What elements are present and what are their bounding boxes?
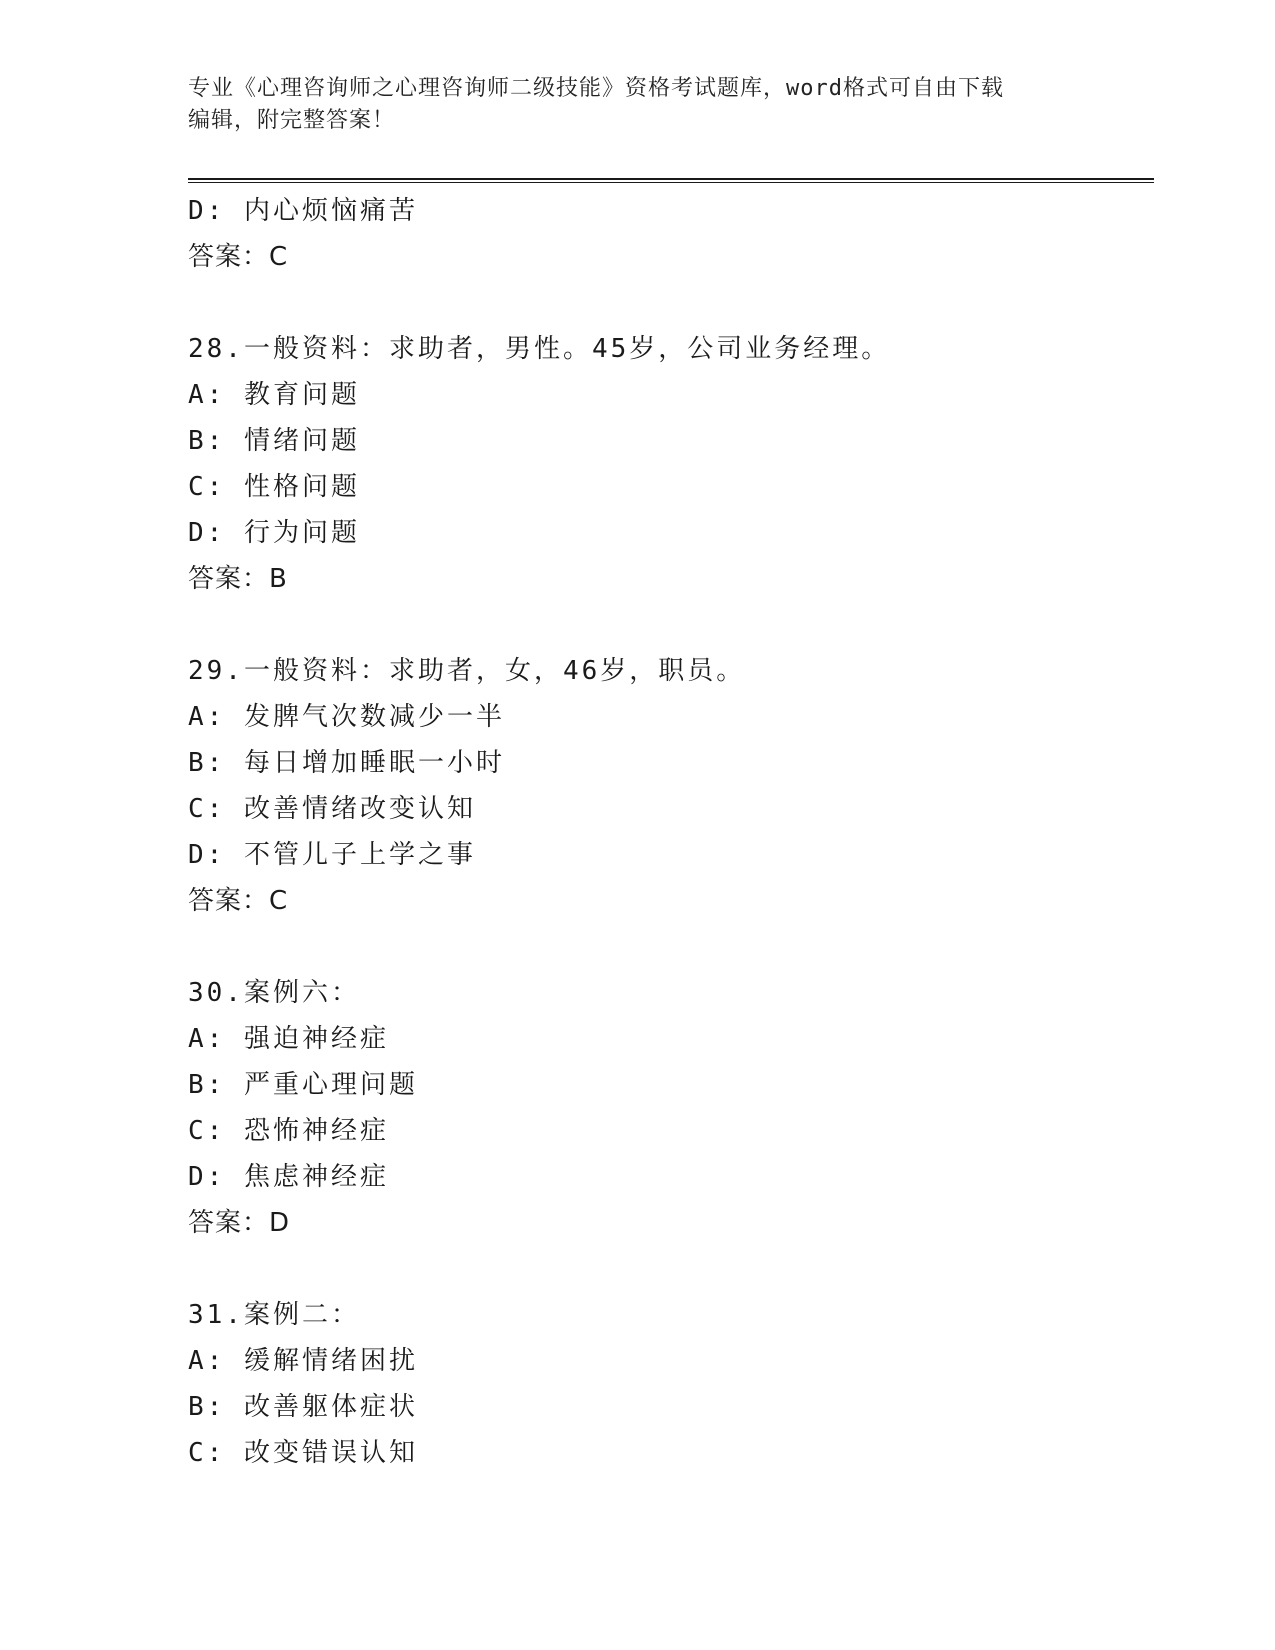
question-title: 30.案例六： — [188, 978, 360, 1008]
option-c: C: 改善情绪改变认知 — [188, 794, 476, 824]
option-a: A: 缓解情绪困扰 — [188, 1346, 418, 1376]
question-title: 29.一般资料：求助者，女，46岁，职员。 — [188, 656, 746, 686]
spacer — [188, 924, 1148, 970]
spacer — [188, 1246, 1148, 1292]
option-c: C: 恐怖神经症 — [188, 1116, 389, 1146]
question-block-28 — [188, 326, 1148, 602]
option-d: D: 行为问题 — [188, 518, 360, 548]
header-line-2: 编辑，附完整答案！ — [188, 108, 396, 133]
option-c: C: 性格问题 — [188, 472, 360, 502]
option-a: A: 发脾气次数减少一半 — [188, 702, 505, 732]
question-block-31 — [188, 1292, 1148, 1476]
answer-line: 答案：D — [188, 1208, 291, 1238]
option-a: A: 教育问题 — [188, 380, 360, 410]
header-divider — [188, 178, 1154, 183]
question-block-29 — [188, 648, 1148, 924]
answer-line: 答案：C — [188, 886, 289, 916]
question-title: 31.案例二： — [188, 1300, 360, 1330]
spacer — [188, 280, 1148, 326]
question-block-30 — [188, 970, 1148, 1246]
answer-line: 答案：B — [188, 564, 288, 594]
option-d: D: 不管儿子上学之事 — [188, 840, 476, 870]
question-title: 28.一般资料：求助者，男性。45岁，公司业务经理。 — [188, 334, 891, 364]
option-c: C: 改变错误认知 — [188, 1438, 418, 1468]
option-a: A: 强迫神经症 — [188, 1024, 389, 1054]
spacer — [188, 602, 1148, 648]
question-list — [188, 188, 1148, 1476]
option-b: B: 情绪问题 — [188, 426, 360, 456]
option-d: D: 焦虑神经症 — [188, 1162, 389, 1192]
option-b: B: 严重心理问题 — [188, 1070, 418, 1100]
answer-line: 答案：C — [188, 242, 289, 272]
option-b: B: 改善躯体症状 — [188, 1392, 418, 1422]
question-block-27-tail — [188, 188, 1148, 280]
document-header — [188, 73, 1068, 137]
option-d: D: 内心烦恼痛苦 — [188, 196, 418, 226]
option-b: B: 每日增加睡眠一小时 — [188, 748, 505, 778]
header-line-1: 专业《心理咨询师之心理咨询师二级技能》资格考试题库，word格式可自由下载 — [188, 76, 1004, 101]
